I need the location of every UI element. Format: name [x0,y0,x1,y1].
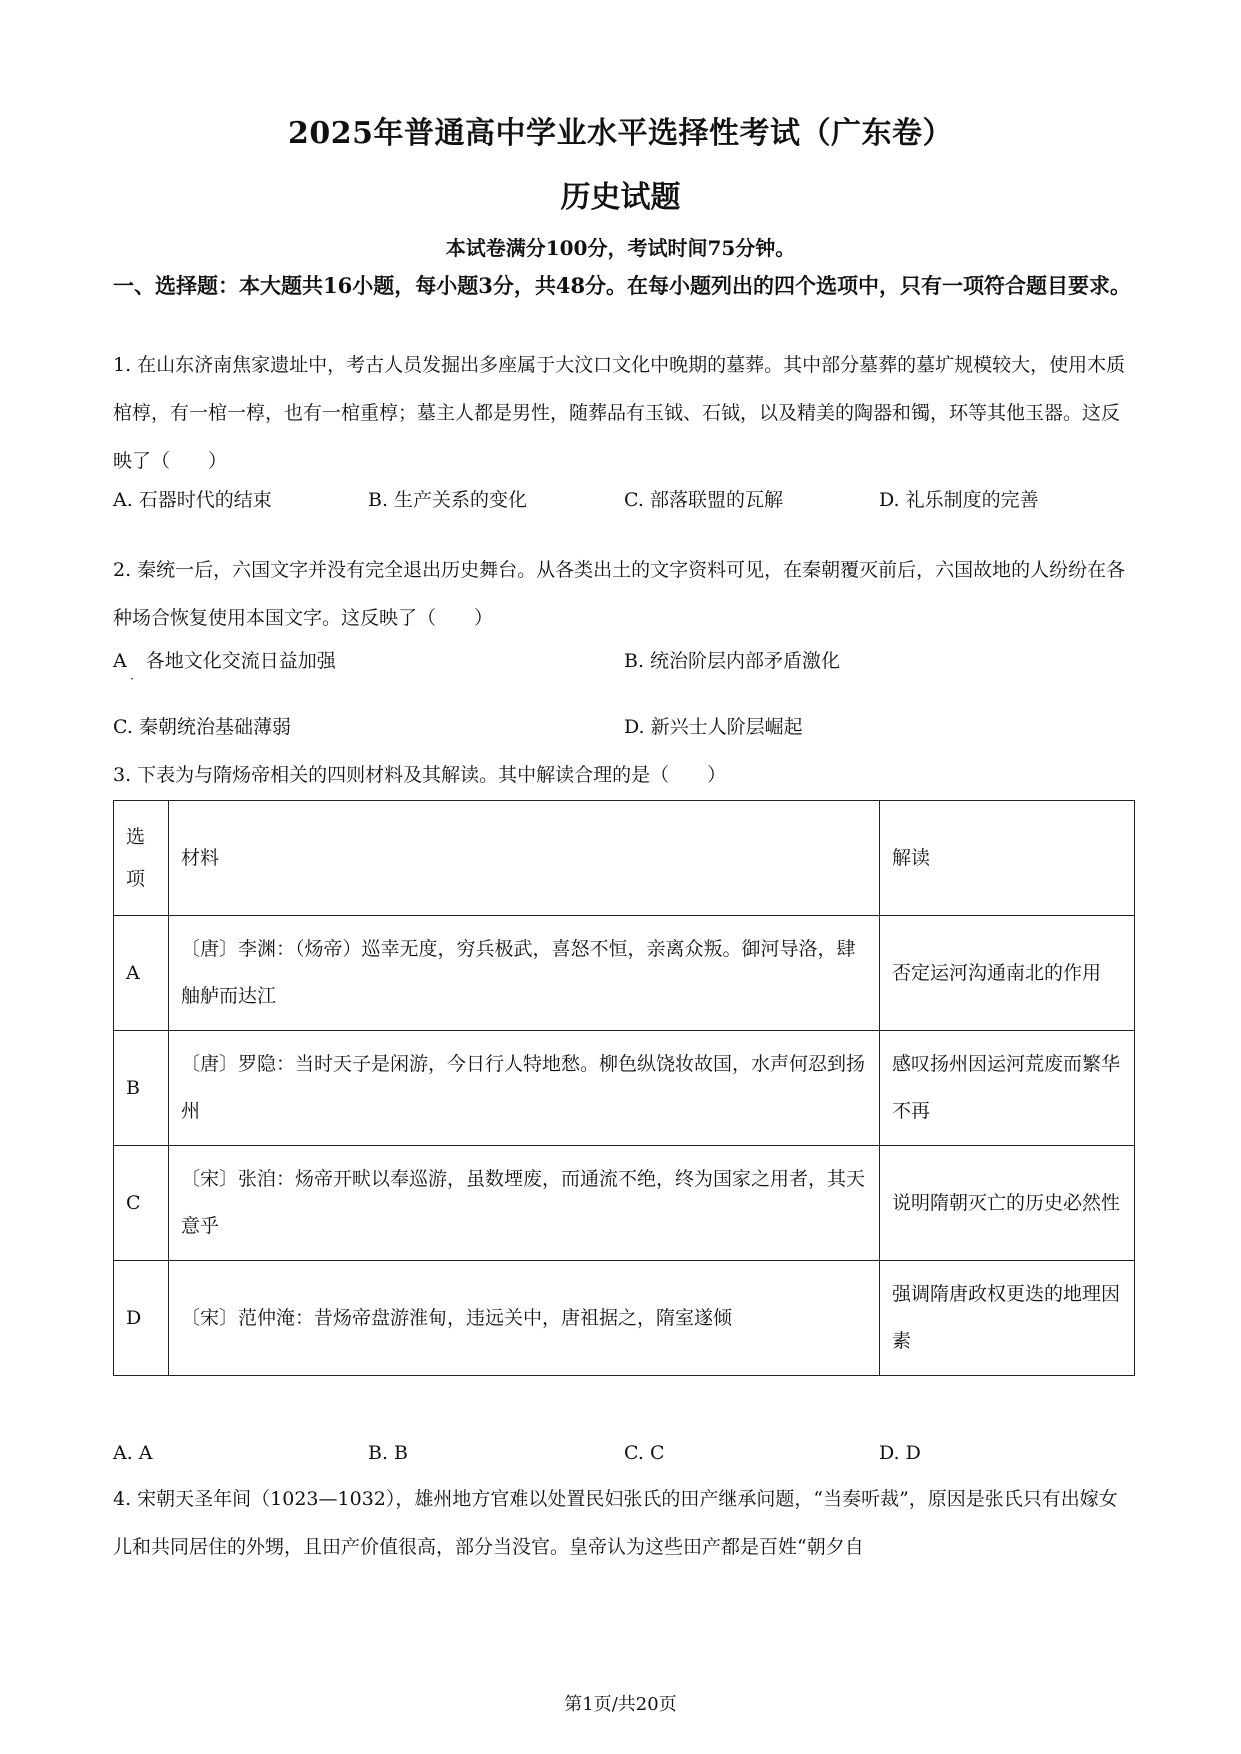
table-row [114,1031,1135,1146]
q1-option-c: C. 部落联盟的瓦解 [624,489,783,511]
q1-option-b: B. 生产关系的变化 [368,489,528,511]
exam-note: 本试卷满分100分，考试时间75分钟。 [445,236,796,260]
table-header-material: 材料 [169,801,880,916]
page-number: 第1页/共20页 [564,1694,677,1715]
question-4-stem: 4. 宋朝天圣年间（1023—1032），雄州地方官难以处置民妇张氏的田产继承问题，“当奏听裁”，原因是张氏只有出嫁女儿和共同居住的外甥，且田产价值很高，部分当没官。皇帝认为这些田产都是百姓“朝夕自 [113,1488,1118,1558]
table-cell-reading: 说明隋朝灭亡的历史必然性 [880,1146,1135,1261]
exam-subtitle: 历史试题 [560,180,681,215]
table-header-option: 选项 [114,801,169,916]
table-cell-option: C [114,1146,169,1261]
question-1-stem: 1. 在山东济南焦家遗址中，考古人员发掘出多座属于大汶口文化中晚期的墓葬。其中部分墓葬的墓圹规模较大，使用木质棺椁，有一棺一椁，也有一棺重椁；墓主人都是男性，随葬品有玉钺、石钺，以及精美的陶器和镯，环等其他玉器。这反映了（ ） [113,354,1126,472]
q3-option-b: B. B [368,1442,409,1464]
table-cell-option: D [114,1261,169,1376]
table-cell-option: A [114,916,169,1031]
table-cell-material: 〔宋〕范仲淹：昔炀帝盘游淮甸，违远关中，唐祖据之，隋室遂倾 [169,1261,880,1376]
table-row [114,1146,1135,1261]
table-cell-reading: 强调隋唐政权更迭的地理因素 [880,1261,1135,1376]
q2-option-b: B. 统治阶层内部矛盾激化 [624,650,841,672]
table-cell-reading: 否定运河沟通南北的作用 [880,916,1135,1031]
table-cell-material: 〔宋〕张洎：炀帝开畎以奉巡游，虽数堙废，而通流不绝，终为国家之用者，其天意乎 [169,1146,880,1261]
section-heading: 一、选择题：本大题共16小题，每小题3分，共48分。在每小题列出的四个选项中，只有一项符合题目要求。 [113,273,1132,298]
table-cell-option: B [114,1031,169,1146]
table-header-reading: 解读 [880,801,1135,916]
q3-option-d: D. D [879,1442,921,1464]
exam-title: 2025年普通高中学业水平选择性考试（广东卷） [288,116,953,151]
question-3-stem: 3. 下表为与隋炀帝相关的四则材料及其解读。其中解读合理的是（ ） [113,764,727,786]
q3-option-a: A. A [113,1442,153,1464]
q2-option-d: D. 新兴士人阶层崛起 [624,716,803,738]
q1-option-d: D. 礼乐制度的完善 [879,489,1039,511]
q3-option-c: C. C [624,1442,665,1464]
q3-table [113,800,1135,1376]
table-row [114,1261,1135,1376]
stray-dot: · [130,672,134,686]
table-cell-material: 〔唐〕罗隐：当时天子是闲游，今日行人特地愁。柳色纵饶妆故国，水声何忍到扬州 [169,1031,880,1146]
q1-option-a: A. 石器时代的结束 [113,489,272,511]
table-cell-material: 〔唐〕李渊：（炀帝）巡幸无度，穷兵极武，喜怒不恒，亲离众叛。御河导洛，肆舳舻而达江 [169,916,880,1031]
q2-option-c: C. 秦朝统治基础薄弱 [113,716,291,738]
q2-option-a: A 各地文化交流日益加强 [113,650,336,672]
table-row [114,916,1135,1031]
table-header-row [114,801,1135,916]
table-cell-reading: 感叹扬州因运河荒废而繁华不再 [880,1031,1135,1146]
question-2-stem: 2. 秦统一后，六国文字并没有完全退出历史舞台。从各类出土的文字资料可见，在秦朝覆灭前后，六国故地的人纷纷在各种场合恢复使用本国文字。这反映了（ ） [113,559,1126,629]
